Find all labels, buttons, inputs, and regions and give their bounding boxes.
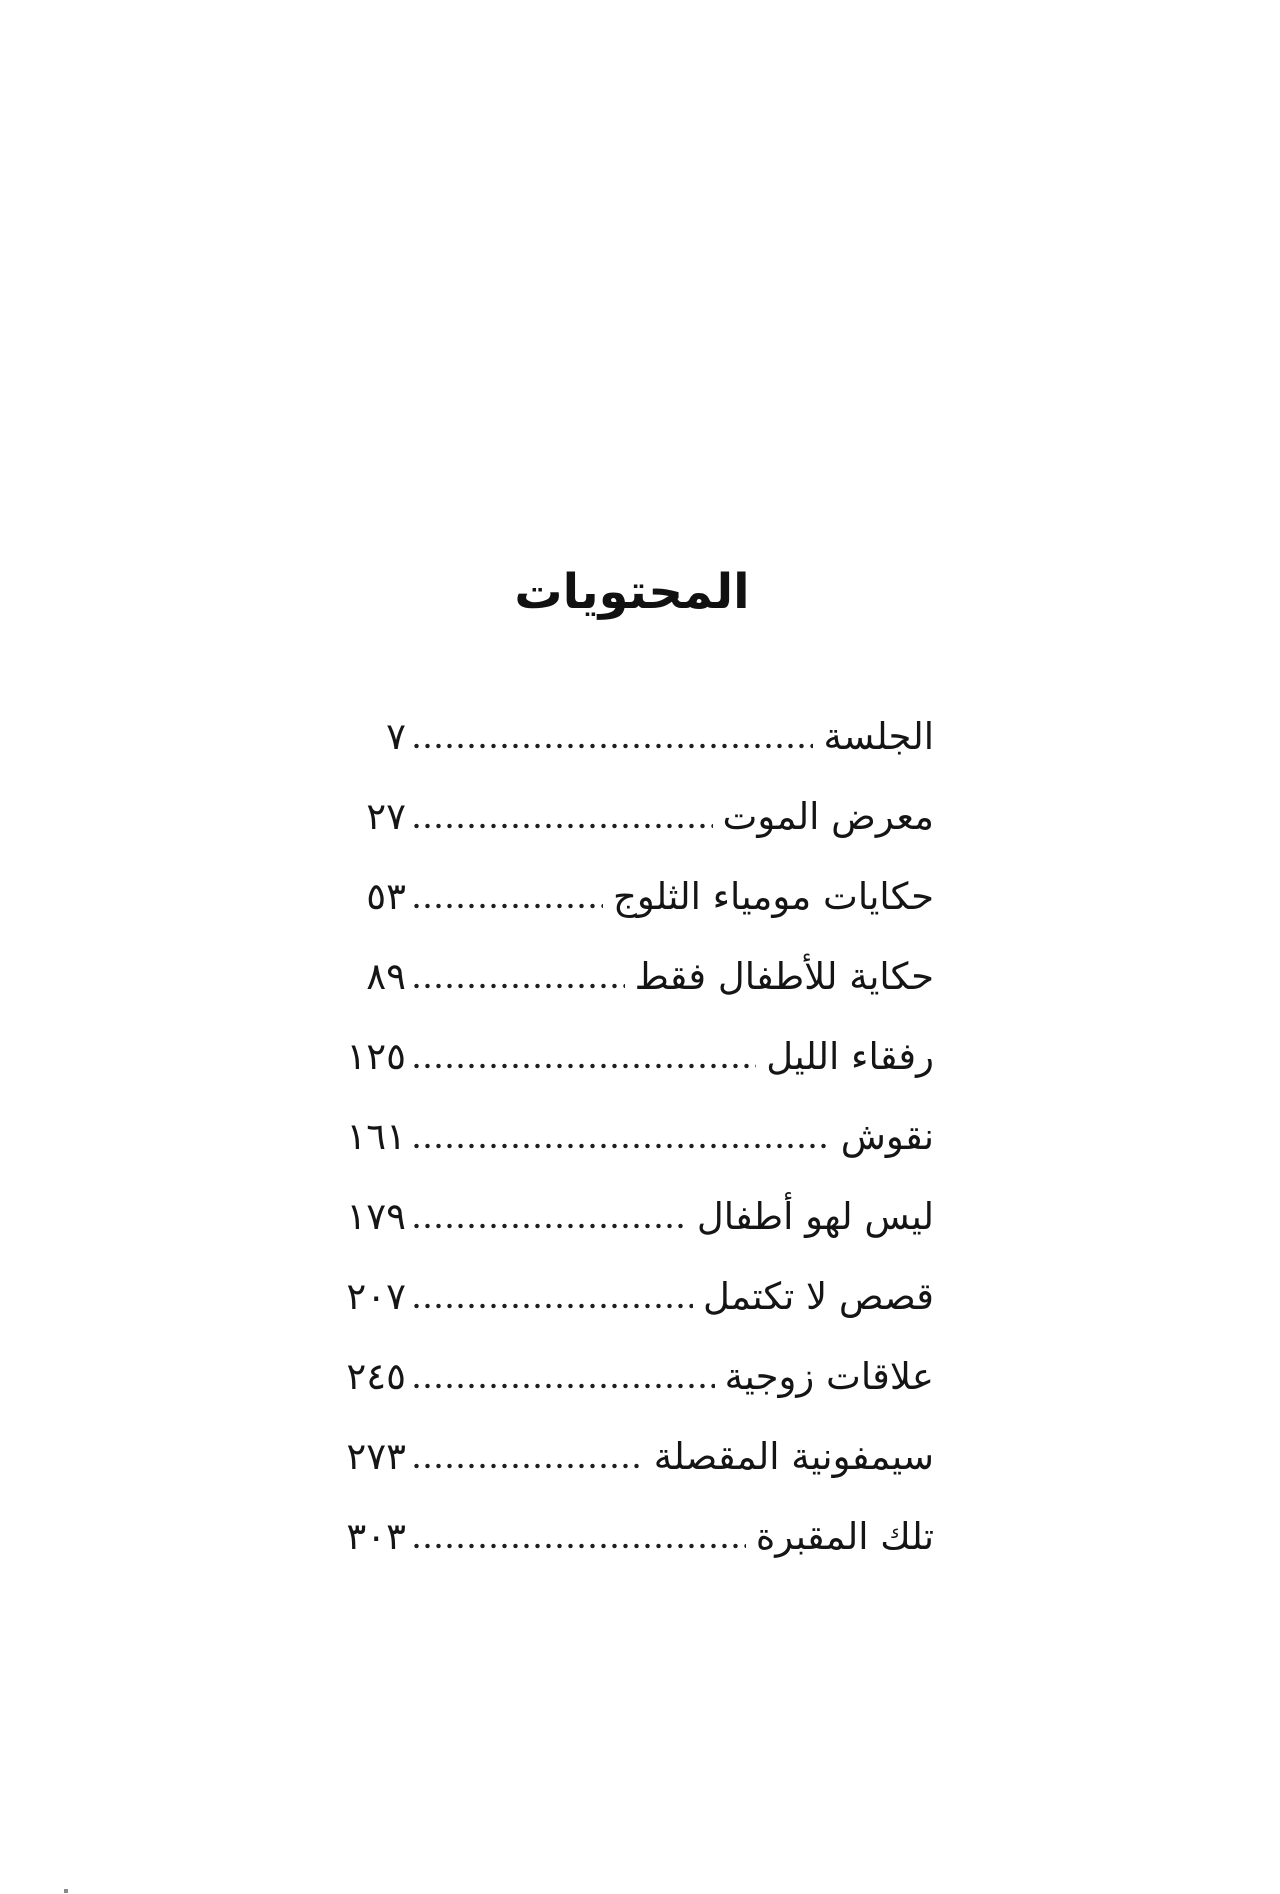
toc-entry-title: حكاية للأطفال فقط: [634, 954, 934, 998]
toc-list: [330, 696, 934, 1576]
toc-entry-page-number: ١٦١: [346, 1114, 406, 1158]
toc-entry: [330, 1256, 934, 1336]
toc-entry: [330, 856, 934, 936]
toc-entry-page-number: ٢٠٧: [346, 1274, 406, 1318]
page-title: المحتويات: [514, 564, 750, 621]
toc-entry-page-number: ٥٣: [366, 874, 406, 918]
toc-entry-title: حكايات مومياء الثلوج: [612, 874, 934, 918]
dot-leader: [411, 856, 603, 936]
toc-entry-title: الجلسة: [823, 714, 934, 758]
scan-artifact: [64, 1889, 68, 1893]
toc-entry: [330, 1176, 934, 1256]
toc-entry-title: معرض الموت: [722, 794, 934, 838]
toc-entry-title: تلك المقبرة: [755, 1514, 934, 1558]
toc-entry-title: ليس لهو أطفال: [696, 1194, 934, 1238]
dot-leader: [411, 1256, 693, 1336]
toc-entry-page-number: ٢٤٥: [346, 1354, 406, 1398]
dot-leader: [411, 1176, 687, 1256]
dot-leader: [411, 1416, 644, 1496]
dot-leader: [411, 696, 813, 776]
toc-entry-title: رفقاء الليل: [766, 1034, 934, 1078]
toc-entry-page-number: ١٧٩: [346, 1194, 406, 1238]
toc-entry-title: نقوش: [840, 1114, 934, 1158]
dot-leader: [411, 1336, 715, 1416]
dot-leader: [411, 1496, 746, 1576]
dot-leader: [411, 1016, 756, 1096]
toc-entry: [330, 936, 934, 1016]
toc-entry-page-number: ٣٠٣: [346, 1514, 406, 1558]
dot-leader: [411, 936, 625, 1016]
dot-leader: [411, 776, 713, 856]
toc-entry-page-number: ٢٧٣: [346, 1434, 406, 1478]
toc-entry-title: علاقات زوجية: [724, 1354, 934, 1398]
toc-entry-title: سيمفونية المقصلة: [653, 1434, 934, 1478]
toc-entry-page-number: ٧: [386, 714, 406, 758]
toc-entry: [330, 776, 934, 856]
toc-entry-page-number: ٢٧: [366, 794, 406, 838]
toc-entry: [330, 1416, 934, 1496]
toc-entry: [330, 1336, 934, 1416]
toc-entry: [330, 1016, 934, 1096]
toc-entry-page-number: ٨٩: [366, 954, 406, 998]
toc-entry: [330, 1496, 934, 1576]
toc-entry: [330, 1096, 934, 1176]
toc-entry-title: قصص لا تكتمل: [702, 1274, 934, 1318]
toc-entry: [330, 696, 934, 776]
toc-entry-page-number: ١٢٥: [346, 1034, 406, 1078]
dot-leader: [411, 1096, 831, 1176]
